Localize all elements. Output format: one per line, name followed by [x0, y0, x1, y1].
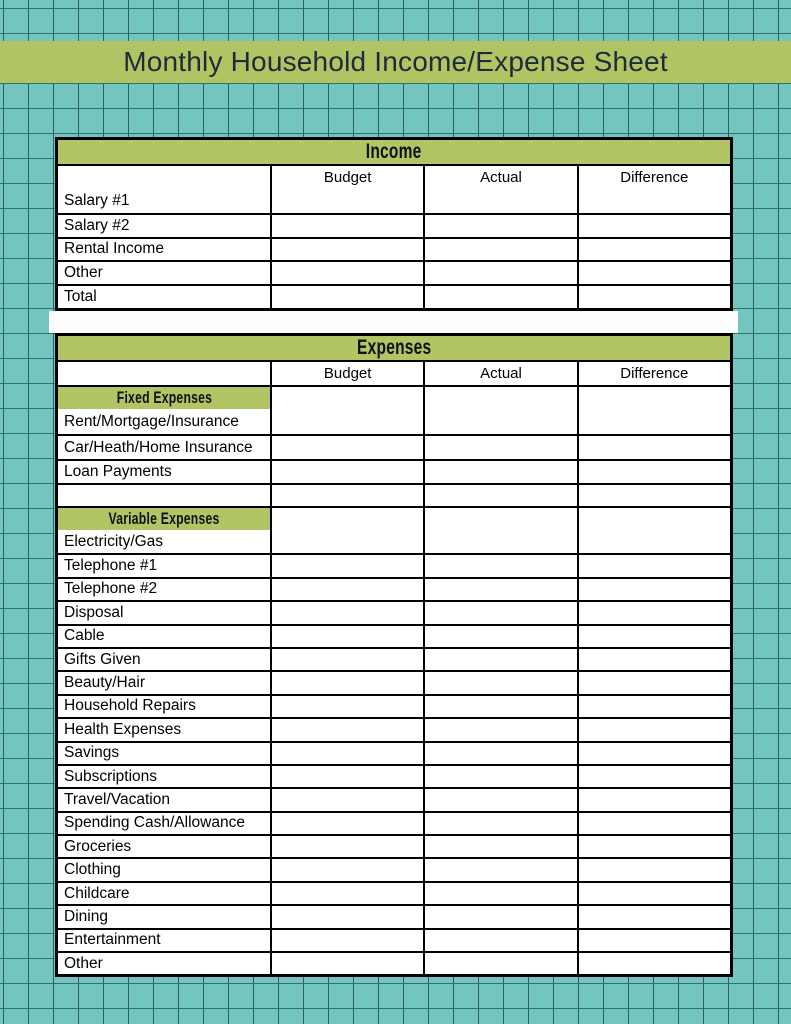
table-row — [58, 717, 730, 740]
budget-cell — [270, 696, 423, 717]
difference-cell — [577, 286, 730, 308]
income-column-budget: Budget — [270, 166, 423, 189]
table-row — [58, 624, 730, 647]
difference-cell — [577, 859, 730, 880]
difference-cell — [577, 672, 730, 693]
income-column-actual: Actual — [423, 166, 576, 189]
row-label: Telephone #2 — [58, 579, 270, 600]
budget-cell — [270, 859, 423, 880]
budget-cell — [270, 262, 423, 284]
row-label: Disposal — [58, 602, 270, 623]
table-row — [58, 189, 730, 213]
table-row — [58, 951, 730, 974]
budget-cell — [270, 579, 423, 600]
row-label: Health Expenses — [58, 719, 270, 740]
row-label: Beauty/Hair — [58, 672, 270, 693]
variable-expenses-title: Variable Expenses — [108, 509, 220, 528]
expenses-column-header-row — [58, 360, 730, 385]
row-label: Salary #1 — [58, 189, 270, 213]
budget-cell — [270, 813, 423, 834]
difference-cell — [577, 579, 730, 600]
budget-cell — [270, 766, 423, 787]
actual-cell — [423, 906, 576, 927]
variable-expenses-header-cell — [58, 508, 270, 530]
income-section-header-cell — [58, 140, 730, 164]
fixed-expenses-rows — [58, 409, 730, 506]
actual-cell — [423, 789, 576, 810]
row-label: Other — [58, 262, 270, 284]
actual-cell — [423, 409, 576, 434]
actual-cell — [423, 696, 576, 717]
actual-cell — [423, 579, 576, 600]
actual-cell — [423, 530, 576, 553]
row-label: Childcare — [58, 883, 270, 904]
difference-cell — [577, 789, 730, 810]
variable-expenses-header-row — [58, 506, 730, 530]
expenses-section-header — [58, 336, 730, 360]
difference-cell — [577, 461, 730, 483]
table-row — [58, 459, 730, 483]
budget-cell — [270, 485, 423, 506]
difference-cell — [577, 436, 730, 459]
difference-cell — [577, 530, 730, 553]
actual-cell — [423, 766, 576, 787]
table-row — [58, 577, 730, 600]
actual-cell — [423, 461, 576, 483]
budget-cell — [270, 286, 423, 308]
table-row — [58, 553, 730, 576]
budget-cell — [270, 836, 423, 857]
table-row — [58, 284, 730, 308]
row-label: Loan Payments — [58, 461, 270, 483]
table-row — [58, 260, 730, 284]
income-corner-cell — [58, 166, 270, 189]
actual-cell — [423, 286, 576, 308]
difference-cell — [577, 696, 730, 717]
row-label: Telephone #1 — [58, 555, 270, 576]
difference-cell — [577, 409, 730, 434]
budget-cell — [270, 743, 423, 764]
actual-cell — [423, 953, 576, 974]
actual-cell — [423, 883, 576, 904]
section-divider-strip — [49, 311, 738, 333]
difference-cell — [577, 930, 730, 951]
actual-cell — [423, 508, 576, 530]
budget-cell — [270, 508, 423, 530]
budget-cell — [270, 930, 423, 951]
row-label: Car/Heath/Home Insurance — [58, 436, 270, 459]
fixed-expenses-title: Fixed Expenses — [116, 388, 212, 407]
income-rows — [58, 189, 730, 308]
budget-cell — [270, 530, 423, 553]
difference-cell — [577, 766, 730, 787]
difference-cell — [577, 906, 730, 927]
expenses-section-header-cell — [58, 336, 730, 360]
difference-cell — [577, 649, 730, 670]
budget-cell — [270, 883, 423, 904]
table-row — [58, 647, 730, 670]
table-row — [58, 928, 730, 951]
income-column-header-row — [58, 164, 730, 189]
actual-cell — [423, 930, 576, 951]
row-label — [58, 485, 270, 506]
row-label: Electricity/Gas — [58, 530, 270, 553]
actual-cell — [423, 743, 576, 764]
actual-cell — [423, 387, 576, 409]
actual-cell — [423, 719, 576, 740]
title-band — [0, 41, 791, 83]
budget-cell — [270, 626, 423, 647]
fixed-expenses-header-cell — [58, 387, 270, 409]
table-row — [58, 409, 730, 434]
difference-cell — [577, 508, 730, 530]
income-column-difference: Difference — [577, 166, 730, 189]
row-label: Subscriptions — [58, 766, 270, 787]
expenses-column-difference: Difference — [577, 362, 730, 385]
difference-cell — [577, 626, 730, 647]
table-row — [58, 904, 730, 927]
budget-cell — [270, 953, 423, 974]
budget-cell — [270, 649, 423, 670]
table-row — [58, 600, 730, 623]
actual-cell — [423, 859, 576, 880]
row-label: Dining — [58, 906, 270, 927]
difference-cell — [577, 813, 730, 834]
expenses-table — [55, 333, 733, 977]
budget-cell — [270, 906, 423, 927]
actual-cell — [423, 555, 576, 576]
actual-cell — [423, 485, 576, 506]
actual-cell — [423, 626, 576, 647]
actual-cell — [423, 436, 576, 459]
table-row — [58, 483, 730, 506]
table-row — [58, 811, 730, 834]
table-row — [58, 834, 730, 857]
table-row — [58, 694, 730, 717]
difference-cell — [577, 215, 730, 237]
table-row — [58, 741, 730, 764]
row-label: Total — [58, 286, 270, 308]
budget-cell — [270, 555, 423, 576]
actual-cell — [423, 189, 576, 213]
table-row — [58, 670, 730, 693]
budget-cell — [270, 215, 423, 237]
row-label: Spending Cash/Allowance — [58, 813, 270, 834]
actual-cell — [423, 262, 576, 284]
difference-cell — [577, 883, 730, 904]
income-section-title: Income — [366, 140, 422, 163]
row-label: Clothing — [58, 859, 270, 880]
row-label: Salary #2 — [58, 215, 270, 237]
table-row — [58, 857, 730, 880]
income-section-header — [58, 140, 730, 164]
row-label: Rent/Mortgage/Insurance — [58, 409, 270, 434]
budget-cell — [270, 436, 423, 459]
budget-cell — [270, 189, 423, 213]
difference-cell — [577, 602, 730, 623]
row-label: Groceries — [58, 836, 270, 857]
row-label: Other — [58, 953, 270, 974]
expenses-corner-cell — [58, 362, 270, 385]
difference-cell — [577, 555, 730, 576]
difference-cell — [577, 387, 730, 409]
difference-cell — [577, 485, 730, 506]
difference-cell — [577, 743, 730, 764]
actual-cell — [423, 239, 576, 261]
row-label: Savings — [58, 743, 270, 764]
budget-cell — [270, 602, 423, 623]
table-row — [58, 530, 730, 553]
page-title: Monthly Household Income/Expense Sheet — [123, 46, 668, 77]
table-row — [58, 764, 730, 787]
table-row — [58, 213, 730, 237]
row-label: Travel/Vacation — [58, 789, 270, 810]
difference-cell — [577, 262, 730, 284]
budget-cell — [270, 672, 423, 693]
difference-cell — [577, 239, 730, 261]
budget-cell — [270, 789, 423, 810]
actual-cell — [423, 836, 576, 857]
budget-cell — [270, 719, 423, 740]
table-row — [58, 881, 730, 904]
budget-cell — [270, 239, 423, 261]
row-label: Cable — [58, 626, 270, 647]
table-row — [58, 237, 730, 261]
actual-cell — [423, 813, 576, 834]
budget-cell — [270, 461, 423, 483]
actual-cell — [423, 215, 576, 237]
variable-expenses-rows — [58, 530, 730, 974]
actual-cell — [423, 649, 576, 670]
difference-cell — [577, 953, 730, 974]
fixed-expenses-header-row — [58, 385, 730, 409]
row-label: Rental Income — [58, 239, 270, 261]
row-label: Household Repairs — [58, 696, 270, 717]
actual-cell — [423, 602, 576, 623]
expenses-column-actual: Actual — [423, 362, 576, 385]
table-row — [58, 434, 730, 459]
table-row — [58, 787, 730, 810]
row-label: Entertainment — [58, 930, 270, 951]
row-label: Gifts Given — [58, 649, 270, 670]
difference-cell — [577, 836, 730, 857]
difference-cell — [577, 189, 730, 213]
expenses-column-budget: Budget — [270, 362, 423, 385]
budget-cell — [270, 409, 423, 434]
actual-cell — [423, 672, 576, 693]
income-table — [55, 137, 733, 311]
difference-cell — [577, 719, 730, 740]
budget-cell — [270, 387, 423, 409]
expenses-section-title: Expenses — [356, 336, 432, 359]
